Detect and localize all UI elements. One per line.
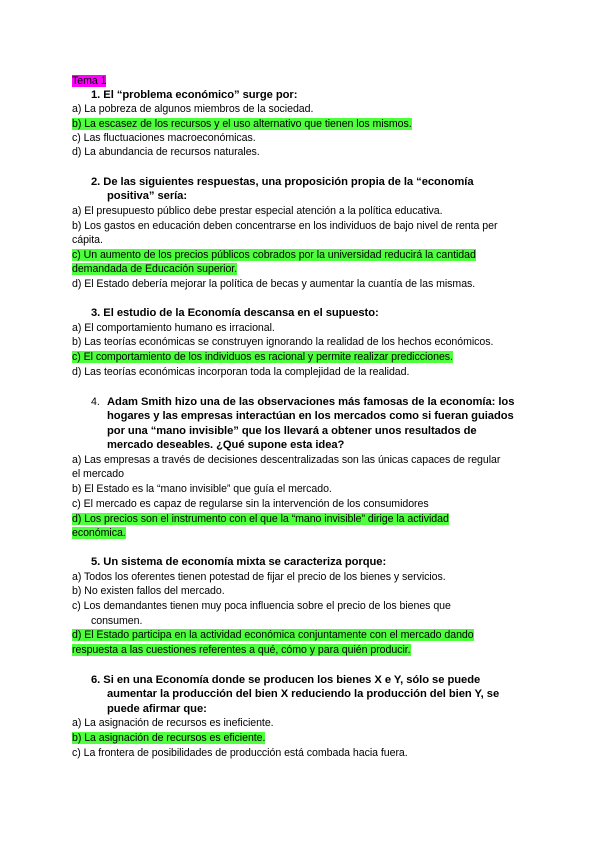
question-2-title-cont: positiva” sería: bbox=[107, 190, 188, 202]
question-2-option-d: d) El Estado debería mejorar la política de becas y aumentar la cuantía de las mismas. bbox=[72, 278, 476, 290]
question-5-option-b: b) No existen fallos del mercado. bbox=[72, 585, 225, 597]
question-6-title-cont-1: aumentar la producción del bien X reduciendo la producción del bien Y, se bbox=[107, 688, 500, 700]
question-1-title: 1. El “problema económico” surge por: bbox=[91, 89, 298, 101]
question-4-option-a: a) Las empresas a través de decisiones descentralizadas son las únicas capaces de regular bbox=[72, 454, 501, 466]
question-6-option-c: c) La frontera de posibilidades de producción está combada hacia fuera. bbox=[72, 747, 408, 759]
question-1-option-a: a) La pobreza de algunos miembros de la sociedad. bbox=[72, 103, 314, 115]
question-3-option-d: d) Las teorías económicas incorporan toda la complejidad de la realidad. bbox=[72, 366, 410, 378]
question-5-option-c-cont: consumen. bbox=[91, 615, 143, 627]
question-4-title: Adam Smith hizo una de las observaciones más famosas de la economía: los bbox=[107, 396, 515, 408]
question-3-option-b: b) Las teorías económicas se construyen ignorando la realidad de los hechos económicos. bbox=[72, 336, 494, 348]
question-4-option-d-cont bbox=[72, 526, 126, 540]
tema-label bbox=[72, 74, 106, 88]
question-4-number: 4. bbox=[91, 396, 100, 408]
question-5-option-c: c) Los demandantes tienen muy poca influencia sobre el precio de los bienes que bbox=[72, 600, 451, 612]
question-2-option-b-cont: cápita. bbox=[72, 234, 103, 246]
question-2-option-b: b) Los gastos en educación deben concentrarse en los individuos de bajo nivel de renta per bbox=[72, 220, 498, 232]
question-3-title: 3. El estudio de la Economía descansa en el supuesto: bbox=[91, 307, 379, 319]
correct-answer-highlight: b) La escasez de los recursos y el uso alternativo que tienen los mismos. bbox=[72, 118, 412, 130]
question-4-title-cont-1: hogares y las empresas interactúan en los mercados como si fueran guiados bbox=[107, 410, 514, 422]
question-4-title-cont-3: mercado deseables. ¿Qué supone esta idea? bbox=[107, 439, 345, 451]
question-2-option-c-correct bbox=[72, 248, 476, 262]
question-4-title-cont-2: por una “mano invisible” que los llevará a obtener unos resultados de bbox=[107, 425, 477, 437]
correct-answer-highlight: c) El comportamiento de los individuos es racional y permite realizar predicciones. bbox=[72, 351, 453, 363]
question-6-title: 6. Si en una Economía donde se producen los bienes X e Y, sólo se puede bbox=[91, 674, 481, 686]
correct-answer-highlight: c) Un aumento de los precios públicos cobrados por la universidad reducirá la cantidad bbox=[72, 249, 476, 261]
correct-answer-highlight: b) La asignación de recursos es eficiente. bbox=[72, 732, 266, 744]
question-4-option-b: b) El Estado es la “mano invisible” que guía el mercado. bbox=[72, 483, 332, 495]
question-3-option-c-correct bbox=[72, 350, 453, 364]
question-5-option-a: a) Todos los oferentes tienen potestad de fijar el precio de los bienes y servicios. bbox=[72, 571, 446, 583]
correct-answer-highlight: demandada de Educación superior. bbox=[72, 263, 238, 275]
question-4-option-d-correct bbox=[72, 512, 449, 526]
tema-highlight: Tema 1 bbox=[72, 75, 107, 87]
correct-answer-highlight: económica. bbox=[72, 527, 126, 539]
question-2-title: 2. De las siguientes respuestas, una proposición propia de la “economía bbox=[91, 176, 474, 188]
question-4-option-a-cont: el mercado bbox=[72, 468, 124, 480]
question-1-option-c: c) Las fluctuaciones macroeconómicas. bbox=[72, 132, 256, 144]
correct-answer-highlight: d) Los precios son el instrumento con el que la “mano invisible” dirige la actividad bbox=[72, 513, 449, 525]
question-2-option-a: a) El presupuesto público debe prestar especial atención a la política educativa. bbox=[72, 205, 443, 217]
question-5-title: 5. Un sistema de economía mixta se caracteriza porque: bbox=[91, 556, 387, 568]
question-6-title-cont-2: puede afirmar que: bbox=[107, 703, 207, 715]
question-5-option-d-correct bbox=[72, 628, 474, 642]
question-4-option-c: c) El mercado es capaz de regularse sin la intervención de los consumidores bbox=[72, 498, 429, 510]
correct-answer-highlight: d) El Estado participa en la actividad económica conjuntamente con el mercado dando bbox=[72, 629, 474, 641]
question-1-option-b-correct bbox=[72, 117, 412, 131]
question-6-option-a: a) La asignación de recursos es ineficiente. bbox=[72, 717, 274, 729]
question-6-option-b-correct bbox=[72, 731, 265, 745]
question-1-option-d: d) La abundancia de recursos naturales. bbox=[72, 146, 260, 158]
question-5-option-d-cont bbox=[72, 643, 411, 657]
question-3-option-a: a) El comportamiento humano es irracional. bbox=[72, 322, 275, 334]
question-2-option-c-cont bbox=[72, 262, 237, 276]
correct-answer-highlight: respuesta a las cuestiones referentes a qué, cómo y para quién producir. bbox=[72, 644, 411, 656]
